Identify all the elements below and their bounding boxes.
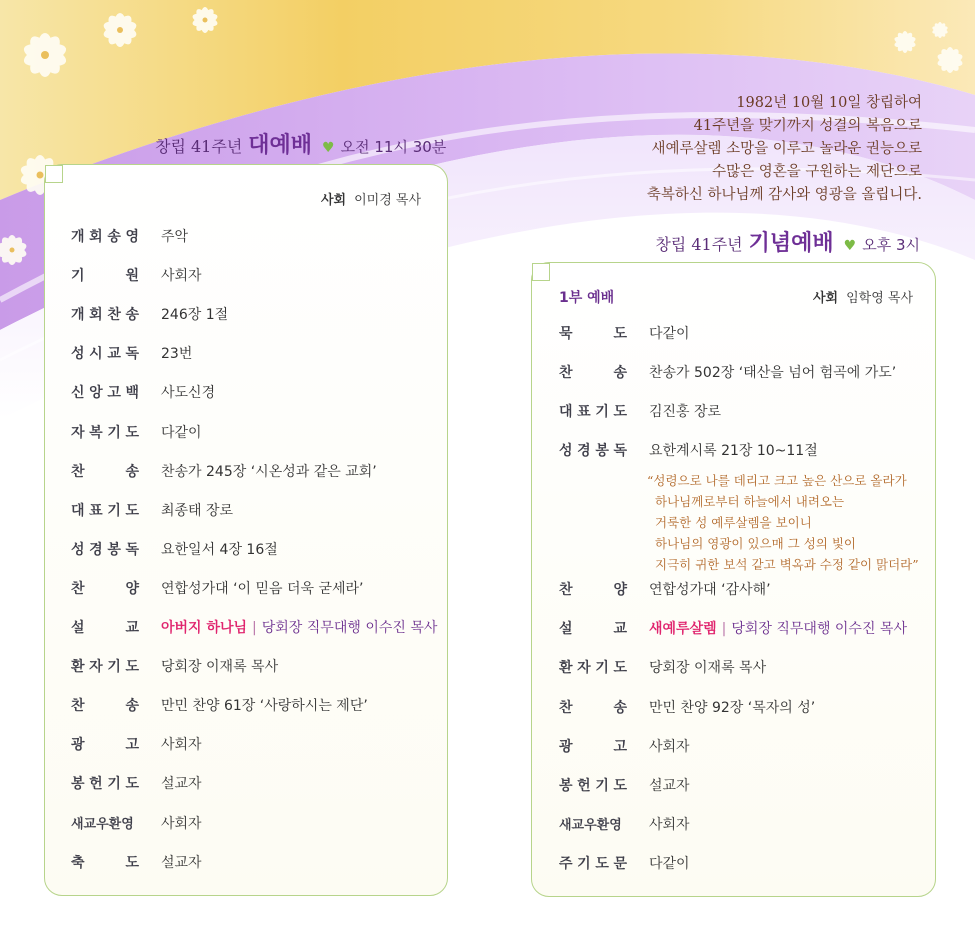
program-item-value: 요한일서 4장 16절: [161, 541, 278, 558]
program-item: [559, 853, 919, 873]
program-item: [71, 578, 431, 598]
program-item-label: 찬 송: [559, 365, 627, 381]
program-item: [559, 323, 919, 343]
program-item-value: 요한계시록 21장 10~11절: [649, 443, 818, 459]
program-item-value: 사회자: [161, 268, 202, 285]
verse-line: 하나님의 영광이 있으매 그 성의 빛이: [655, 536, 856, 551]
program-item-value: 설교자: [161, 776, 202, 793]
program-item-label: 기 원: [71, 268, 139, 285]
program-item-label: 봉 헌 기 도: [71, 776, 139, 793]
program-item-label: 축 도: [71, 854, 139, 871]
program-item-label: 묵 도: [559, 326, 627, 342]
right-service-time: 오후 3시: [862, 236, 920, 254]
program-item-label: 개 회 송 영: [71, 229, 139, 245]
program-item: [559, 440, 919, 460]
program-item-value: 사회자: [161, 815, 202, 832]
program-item-value: 연합성가대 ‘감사해’: [649, 582, 771, 598]
intro-line: 축복하신 하나님께 감사와 영광을 올립니다.: [646, 187, 922, 203]
program-item-label: 광 고: [559, 738, 627, 755]
program-item-value: 찬송가 245장 ‘시온성과 같은 교회’: [161, 463, 377, 480]
program-item-label: 환 자 기 도: [559, 660, 627, 677]
preacher-name: 당회장 직무대행 이수진 목사: [261, 620, 438, 636]
divider: |: [252, 620, 257, 636]
sermon-info: [649, 618, 907, 638]
left-title-prefix: 창립 41주년: [155, 137, 243, 156]
program-item-label: 대 표 기 도: [559, 404, 627, 420]
program-item: [559, 618, 919, 638]
intro-line: 수많은 영혼을 구원하는 제단으로: [712, 164, 922, 180]
program-item-value: 사회자: [649, 817, 690, 834]
program-item-value: 만민 찬양 92장 ‘목자의 성’: [649, 699, 816, 716]
program-item-label: 새교우환영: [71, 816, 134, 832]
program-item: [559, 775, 919, 795]
program-item: [71, 539, 431, 559]
program-item-value: 23번: [161, 346, 193, 363]
program-item: [71, 852, 431, 872]
program-item-value: 당회장 이재록 목사: [649, 660, 767, 677]
program-item: [71, 813, 431, 833]
program-item: [559, 814, 919, 834]
program-item-label: 찬 송: [71, 698, 139, 715]
anniversary-intro: [502, 92, 922, 207]
program-item: [71, 734, 431, 754]
program-item-label: 환 자 기 도: [71, 659, 139, 676]
program-item: [71, 343, 431, 363]
program-item-value: 사도신경: [161, 385, 216, 402]
host-name: 이미경 목사: [354, 193, 422, 208]
program-item-label: 자 복 기 도: [71, 424, 139, 441]
program-item: [71, 422, 431, 442]
program-item-value: 만민 찬양 61장 ‘사랑하시는 제단’: [161, 698, 368, 715]
host-label: 사회: [813, 291, 839, 306]
left-host: [321, 189, 421, 208]
program-item: [71, 500, 431, 520]
intro-line: 1982년 10월 10일 창립하여: [736, 95, 922, 111]
program-item: [71, 656, 431, 676]
sermon-title: 새예루살렘: [649, 621, 717, 638]
program-item-value: 찬송가 502장 ‘태산을 넘어 험곡에 가도’: [649, 365, 897, 381]
program-item-label: 찬 양: [559, 582, 627, 598]
program-item-label: 새교우환영: [559, 818, 622, 834]
heart-icon: ♥: [843, 238, 857, 254]
program-item-value: 다같이: [649, 326, 690, 342]
program-item-value: 연합성가대 ‘이 믿음 더욱 굳세라’: [161, 580, 364, 597]
program-item: [71, 617, 438, 637]
program-item-label: 찬 송: [559, 699, 627, 716]
program-item-value: 설교자: [649, 778, 690, 794]
program-item-value: 246장 1절: [161, 307, 229, 324]
verse-line: 지극히 귀한 보석 같고 벽옥과 수정 같이 맑더라”: [655, 557, 919, 572]
scripture-verse: [647, 470, 919, 575]
right-service-title: [655, 226, 920, 257]
program-item-value: 다같이: [649, 856, 690, 873]
program-item: [559, 657, 919, 677]
verse-line: 거룩한 성 예루살렘을 보이니: [655, 515, 812, 530]
program-item-label: 주 기 도 문: [559, 856, 627, 873]
program-item-label: 찬 송: [71, 463, 139, 480]
sermon-title: 아버지 하나님: [161, 620, 248, 636]
heart-icon: ♥: [322, 140, 335, 156]
program-item-label: 대 표 기 도: [71, 502, 139, 519]
program-item: [71, 226, 431, 246]
right-host: [813, 287, 913, 306]
program-item-label: 광 고: [71, 737, 139, 754]
left-service-title: [155, 128, 446, 159]
left-program-panel: [44, 164, 448, 896]
right-program-panel: [531, 262, 936, 897]
program-item-label: 찬 양: [71, 580, 139, 597]
program-item: [71, 304, 431, 324]
verse-line: “성령으로 나를 데리고 크고 높은 산으로 올라가: [647, 473, 907, 488]
program-item: [559, 401, 919, 421]
program-item-value: 사회자: [649, 738, 690, 755]
program-item-value: 김진홍 장로: [649, 404, 722, 420]
program-item-label: 설 교: [71, 620, 139, 636]
verse-line: 하나님께로부터 하늘에서 내려오는: [655, 494, 845, 509]
program-item-label: 개 회 찬 송: [71, 307, 139, 324]
program-item-label: 성 경 봉 독: [559, 443, 627, 459]
program-item-value: 최종태 장로: [161, 502, 234, 519]
program-item-label: 성 시 교 독: [71, 346, 139, 363]
part-label: 1부 예배: [559, 290, 615, 306]
program-item-label: 설 교: [559, 621, 627, 638]
program-item: [559, 362, 919, 382]
program-item: [71, 382, 431, 402]
program-item-value: 사회자: [161, 737, 202, 754]
program-item: [71, 773, 431, 793]
program-item-label: 봉 헌 기 도: [559, 778, 627, 794]
program-item: [559, 579, 919, 599]
program-item-value: 당회장 이재록 목사: [161, 659, 279, 676]
program-item-label: 성 경 봉 독: [71, 541, 139, 558]
sermon-info: [161, 617, 437, 637]
left-title-main: 대예배: [248, 132, 313, 158]
host-name: 임학영 목사: [846, 291, 914, 306]
program-item-value: 주악: [161, 229, 189, 245]
right-title-main: 기념예배: [748, 230, 834, 256]
program-item: [559, 736, 919, 756]
right-title-prefix: 창립 41주년: [655, 235, 743, 254]
program-item: [71, 265, 431, 285]
program-item-label: 신 앙 고 백: [71, 385, 139, 402]
program-item-value: 설교자: [161, 854, 202, 871]
intro-line: 새예루살렘 소망을 이루고 놀라운 권능으로: [651, 141, 922, 157]
program-item: [71, 461, 431, 481]
host-label: 사회: [321, 193, 347, 208]
intro-line: 41주년을 맞기까지 성결의 복음으로: [693, 118, 922, 134]
preacher-name: 당회장 직무대행 이수진 목사: [731, 621, 907, 638]
left-service-time: 오전 11시 30분: [340, 138, 447, 156]
program-item: [559, 697, 919, 717]
program-item-value: 다같이: [161, 424, 202, 441]
divider: |: [721, 621, 727, 638]
program-item: [71, 695, 431, 715]
